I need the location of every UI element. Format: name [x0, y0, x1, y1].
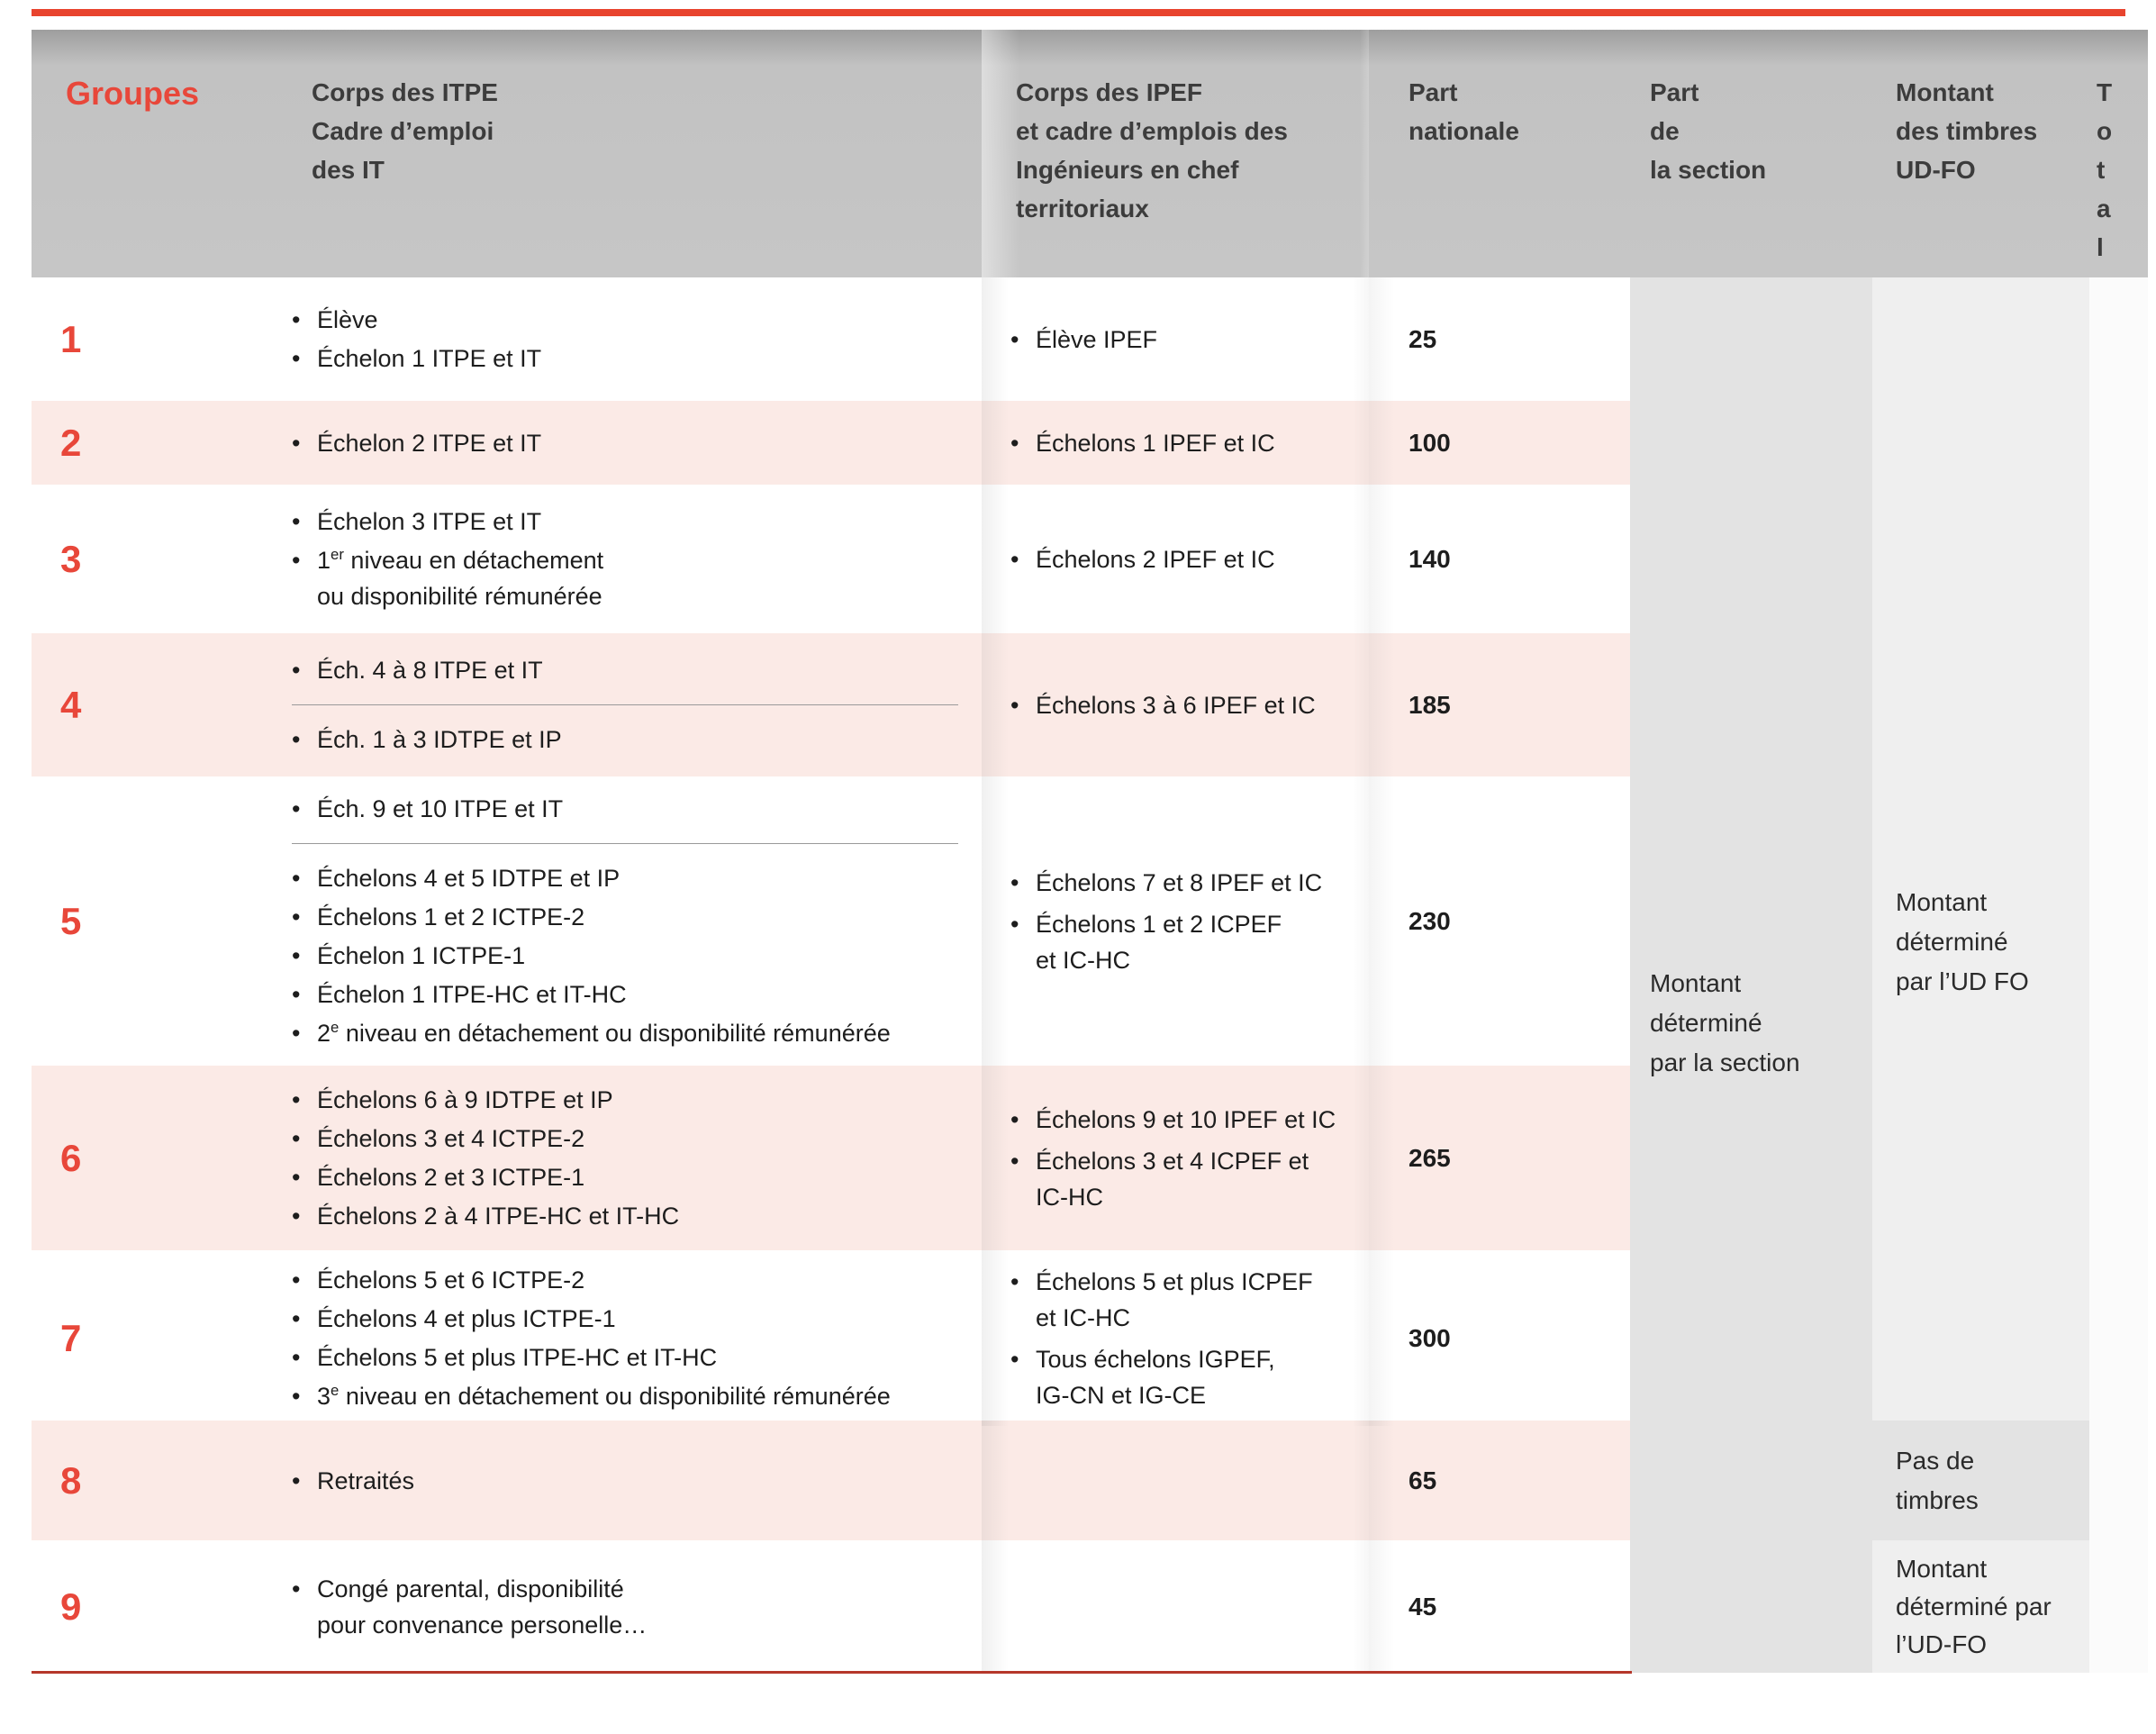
amount-value: 265 — [1409, 1143, 1451, 1172]
itpe-section — [290, 501, 960, 617]
itpe-section — [290, 649, 960, 691]
bullet-item: • Échelon 2 ITPE et IT — [290, 425, 960, 461]
group-number: 4 — [60, 683, 82, 726]
header-groupes: Groupes — [66, 75, 200, 112]
group-number: 6 — [60, 1136, 82, 1179]
table-row-group-8 — [32, 1421, 1630, 1540]
bullet-item: • Congé parental, disponibilité pour convenance personelle… — [290, 1571, 960, 1643]
header-part-nationale: Part nationale — [1409, 78, 1519, 145]
group-number: 8 — [60, 1458, 82, 1502]
ipef-cell — [982, 401, 1369, 485]
group-number: 7 — [60, 1316, 82, 1359]
total-merged-column — [2089, 277, 2148, 1673]
bullet-item: • Échelons 5 et plus ITPE-HC et IT-HC — [290, 1339, 960, 1375]
table-row-group-2 — [32, 401, 1630, 485]
timbres-conge-cell — [1872, 1540, 2089, 1673]
bullet-item: • 1er niveau en détachement ou disponibilité rémunérée — [290, 542, 960, 614]
bullet-item: • 2e niveau en détachement ou disponibilité rémunérée — [290, 1015, 960, 1051]
bullet-dot: • — [292, 508, 301, 535]
cell-divider-line — [292, 843, 958, 844]
cell-divider-line — [292, 704, 958, 705]
group-number: 3 — [60, 537, 82, 580]
itpe-cell — [279, 1066, 982, 1250]
bullet-item: • Élève IPEF — [1009, 322, 1362, 358]
itpe-cell — [279, 485, 982, 633]
bullet-dot: • — [292, 1020, 301, 1047]
bullet-item: • Échelons 7 et 8 IPEF et IC — [1009, 865, 1362, 901]
ipef-cell — [982, 776, 1369, 1066]
amount-value: 185 — [1409, 690, 1451, 719]
ipef-cell — [982, 1250, 1369, 1426]
bullet-dot: • — [1010, 545, 1019, 573]
bullet-item: • Échelons 3 et 4 ICTPE-2 — [290, 1121, 960, 1157]
group-number: 9 — [60, 1584, 82, 1628]
itpe-cell — [279, 776, 982, 1066]
bullet-item: • Échelons 4 et 5 IDTPE et IP — [290, 860, 960, 896]
bullet-dot: • — [292, 657, 301, 684]
bullet-continuation-line: IC-HC — [1036, 1183, 1103, 1211]
ipef-cell — [982, 1540, 1369, 1673]
bullet-dot: • — [1010, 691, 1019, 719]
part-section-merged-column — [1630, 277, 1872, 1673]
timbres-note: Montant déterminé par l’UD FO — [1896, 888, 2029, 995]
amount-value: 100 — [1409, 428, 1451, 457]
part-nationale-amount — [1369, 401, 1630, 485]
itpe-cell — [279, 277, 982, 401]
header-montant-timbres: Montant des timbres UD-FO — [1896, 78, 2038, 184]
part-nationale-amount — [1369, 1250, 1630, 1426]
bullet-item: • Échelons 1 et 2 ICPEF et IC-HC — [1009, 906, 1362, 978]
bullet-dot: • — [292, 1086, 301, 1113]
itpe-section — [290, 719, 960, 760]
part-section-note: Montant déterminé par la section — [1650, 969, 1800, 1076]
bullet-dot: • — [292, 1164, 301, 1191]
header-total: T o t a l — [2097, 78, 2113, 261]
bullet-dot: • — [292, 1466, 301, 1494]
header-corps-ipef: Corps des IPEF et cadre d’emplois des Ingénieurs en chef territoriaux — [982, 30, 1369, 277]
bullet-continuation-line: et IC-HC — [1036, 1303, 1131, 1331]
bullet-dot: • — [292, 306, 301, 333]
group-number: 5 — [60, 899, 82, 942]
bullet-item: • Échelons 5 et plus ICPEF et IC-HC — [1009, 1264, 1362, 1336]
part-nationale-amount — [1369, 776, 1630, 1066]
bullet-dot: • — [1010, 1147, 1019, 1175]
amount-value: 65 — [1409, 1466, 1437, 1494]
bullet-dot: • — [292, 1305, 301, 1332]
part-nationale-amount — [1369, 277, 1630, 401]
top-red-bar — [32, 9, 2125, 16]
amount-value: 300 — [1409, 1323, 1451, 1352]
part-nationale-amount — [1369, 633, 1630, 776]
table-row-group-4 — [32, 633, 1630, 776]
bullet-dot: • — [292, 1203, 301, 1230]
amount-value: 140 — [1409, 544, 1451, 573]
amount-value: 25 — [1409, 324, 1437, 353]
bullet-dot: • — [1010, 1345, 1019, 1373]
header-corps-itpe: Corps des ITPE Cadre d’emploi des IT — [312, 78, 498, 184]
itpe-cell — [279, 633, 982, 776]
bullet-dot: • — [292, 942, 301, 969]
part-nationale-amount — [1369, 1540, 1630, 1673]
bullet-item: • Retraités — [290, 1463, 960, 1499]
bullet-continuation-line: et IC-HC — [1036, 946, 1131, 974]
bullet-item: • Éch. 1 à 3 IDTPE et IP — [290, 722, 960, 758]
timbres-conge-note: Montant déterminé par l’UD-FO — [1896, 1554, 2052, 1658]
bullet-item: • Échelons 4 et plus ICTPE-1 — [290, 1301, 960, 1337]
bullet-item: • Échelons 2 et 3 ICTPE-1 — [290, 1159, 960, 1195]
table-row-group-1 — [32, 277, 1630, 401]
timbres-retraites-note: Pas de timbres — [1896, 1446, 1979, 1514]
bullet-dot: • — [292, 1344, 301, 1371]
bullet-item: • Échelons 2 IPEF et IC — [1009, 541, 1362, 577]
timbres-retraites-cell — [1872, 1421, 2089, 1540]
group-number: 1 — [60, 317, 82, 360]
bullet-dot: • — [292, 547, 301, 574]
bullet-dot: • — [292, 903, 301, 931]
itpe-section — [290, 858, 960, 1054]
ipef-cell — [982, 1421, 1369, 1540]
ipef-cell — [982, 485, 1369, 633]
bullet-dot: • — [1010, 1267, 1019, 1295]
itpe-section — [290, 1568, 960, 1646]
part-nationale-amount — [1369, 1421, 1630, 1540]
bullet-dot: • — [1010, 429, 1019, 457]
bullet-item: • Échelon 1 ITPE et IT — [290, 340, 960, 377]
bullet-dot: • — [292, 345, 301, 372]
itpe-section — [290, 788, 960, 830]
amount-value: 45 — [1409, 1592, 1437, 1621]
itpe-cell — [279, 1421, 982, 1540]
bullet-dot: • — [292, 1575, 301, 1602]
ipef-cell — [982, 1066, 1369, 1250]
bullet-dot: • — [292, 981, 301, 1008]
table-body-rows — [32, 277, 1630, 1673]
bullet-item: • Échelon 3 ITPE et IT — [290, 504, 960, 540]
ipef-cell — [982, 277, 1369, 401]
part-nationale-amount — [1369, 485, 1630, 633]
bullet-item: • Échelons 2 à 4 ITPE-HC et IT-HC — [290, 1198, 960, 1234]
itpe-section — [290, 1259, 960, 1417]
bullet-item: • Échelon 1 ITPE-HC et IT-HC — [290, 976, 960, 1012]
bullet-item: • Échelons 3 à 6 IPEF et IC — [1009, 687, 1362, 723]
bullet-dot: • — [292, 865, 301, 892]
timbres-merged-column — [1872, 277, 2089, 1421]
bullet-item: • Éch. 9 et 10 ITPE et IT — [290, 791, 960, 827]
table-row-group-3 — [32, 485, 1630, 633]
bullet-item: • 3e niveau en détachement ou disponibilité rémunérée — [290, 1378, 960, 1414]
itpe-section — [290, 1460, 960, 1502]
table-header — [32, 30, 2148, 277]
bullet-item: • Échelon 1 ICTPE-1 — [290, 938, 960, 974]
bullet-item: • Tous échelons IGPEF, IG-CN et IG-CE — [1009, 1341, 1362, 1413]
bullet-dot: • — [292, 1266, 301, 1294]
bullet-dot: • — [1010, 910, 1019, 938]
itpe-section — [290, 1079, 960, 1237]
table-row-group-7 — [32, 1250, 1630, 1421]
bullet-item: • Échelons 5 et 6 ICTPE-2 — [290, 1262, 960, 1298]
bullet-item: • Éch. 4 à 8 ITPE et IT — [290, 652, 960, 688]
bullet-continuation-line: IG-CN et IG-CE — [1036, 1381, 1207, 1409]
bullet-dot: • — [1010, 868, 1019, 896]
group-number: 2 — [60, 421, 82, 464]
itpe-cell — [279, 1250, 982, 1426]
bullet-continuation-line: pour convenance personelle… — [317, 1611, 648, 1639]
table-row-group-5 — [32, 776, 1630, 1066]
bullet-dot: • — [1010, 325, 1019, 353]
bullet-item: • Élève — [290, 302, 960, 338]
ipef-cell — [982, 633, 1369, 776]
bullet-item: • Échelons 3 et 4 ICPEF et IC-HC — [1009, 1143, 1362, 1215]
bottom-red-line — [32, 1671, 1632, 1674]
bullet-item: • Échelons 6 à 9 IDTPE et IP — [290, 1082, 960, 1118]
bullet-dot: • — [292, 795, 301, 822]
table-row-group-9 — [32, 1540, 1630, 1673]
itpe-section — [290, 422, 960, 464]
itpe-cell — [279, 1540, 982, 1673]
bullet-dot: • — [292, 1125, 301, 1152]
header-part-section: Part de la section — [1650, 78, 1767, 184]
bullet-continuation-line: ou disponibilité rémunérée — [317, 583, 602, 610]
bullet-dot: • — [292, 429, 301, 457]
bullet-item: • Échelons 9 et 10 IPEF et IC — [1009, 1102, 1362, 1138]
bullet-item: • Échelons 1 et 2 ICTPE-2 — [290, 899, 960, 935]
bullet-dot: • — [292, 1383, 301, 1410]
table-row-group-6 — [32, 1066, 1630, 1250]
bullet-dot: • — [292, 726, 301, 753]
part-nationale-amount — [1369, 1066, 1630, 1250]
amount-value: 230 — [1409, 906, 1451, 935]
bullet-item: • Échelons 1 IPEF et IC — [1009, 425, 1362, 461]
bullet-dot: • — [1010, 1105, 1019, 1133]
itpe-section — [290, 299, 960, 379]
itpe-cell — [279, 401, 982, 485]
